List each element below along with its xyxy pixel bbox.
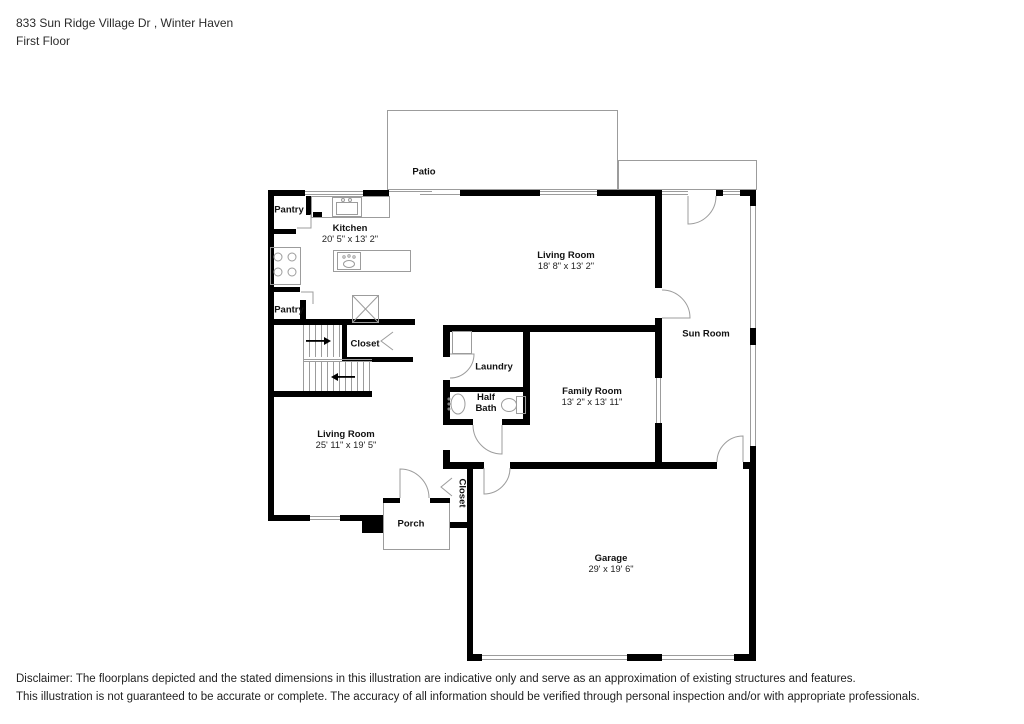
floor-label: First Floor [16, 34, 70, 48]
room-label-patio: Patio [412, 166, 436, 178]
faucet-icon [342, 199, 345, 202]
room-label-kitchen: Kitchen 20' 5" x 13' 2" [321, 222, 379, 245]
room-label-sun-room: Sun Room [682, 328, 730, 340]
garage-entry-door [484, 468, 510, 494]
bathroom-sink-icon [451, 394, 465, 414]
laundry-door [450, 354, 474, 378]
kitchen-sink-basin [337, 203, 358, 215]
room-label-entry-closet: Closet [456, 478, 468, 508]
walls [268, 190, 756, 661]
stair-closet-door [381, 332, 393, 350]
half-bath-door [473, 425, 502, 454]
disclaimer [16, 670, 920, 706]
porch-door [400, 469, 429, 498]
address-line: 833 Sun Ridge Village Dr , Winter Haven [16, 16, 234, 30]
room-label-living-room-main: Living Room 25' 11" x 19' 5" [315, 428, 377, 451]
patio-outline [388, 111, 618, 190]
fixtures [271, 197, 526, 415]
sunroom-top-door [688, 196, 716, 224]
room-label-half-bath: Half Bath [475, 391, 497, 414]
washer-icon [453, 332, 472, 354]
patio-annex-outline [619, 161, 757, 190]
sunroom-garage-door [717, 436, 743, 462]
windows [305, 192, 740, 660]
room-label-pantry-lower: Pantry [274, 304, 304, 316]
room-label-garage: Garage 29' x 19' 6" [588, 552, 634, 575]
room-label-pantry-upper: Pantry [274, 204, 304, 216]
entry-closet-door [441, 478, 452, 496]
faucet-icon [349, 199, 352, 202]
room-label-stair-closet: Closet [350, 338, 380, 350]
room-label-laundry: Laundry [475, 361, 513, 373]
disclaimer-line-1: Disclaimer: The floorplans depicted and the stated dimensions in this illustration are indicative only and serve as an approximation of existing structures and features. [16, 673, 856, 685]
livingroom-sunroom-door [662, 290, 690, 318]
room-label-living-room-upper: Living Room 18' 8" x 13' 2" [537, 249, 595, 272]
room-label-family-room: Family Room 13' 2" x 13' 11" [561, 385, 623, 408]
room-label-porch: Porch [397, 518, 425, 530]
pantry-upper-door [297, 214, 311, 228]
stove-icon [271, 248, 301, 285]
disclaimer-line-2: This illustration is not guaranteed to be accurate or complete. The accuracy of all information should be verified through personal inspection and/or with appropriate professionals. [16, 691, 920, 703]
